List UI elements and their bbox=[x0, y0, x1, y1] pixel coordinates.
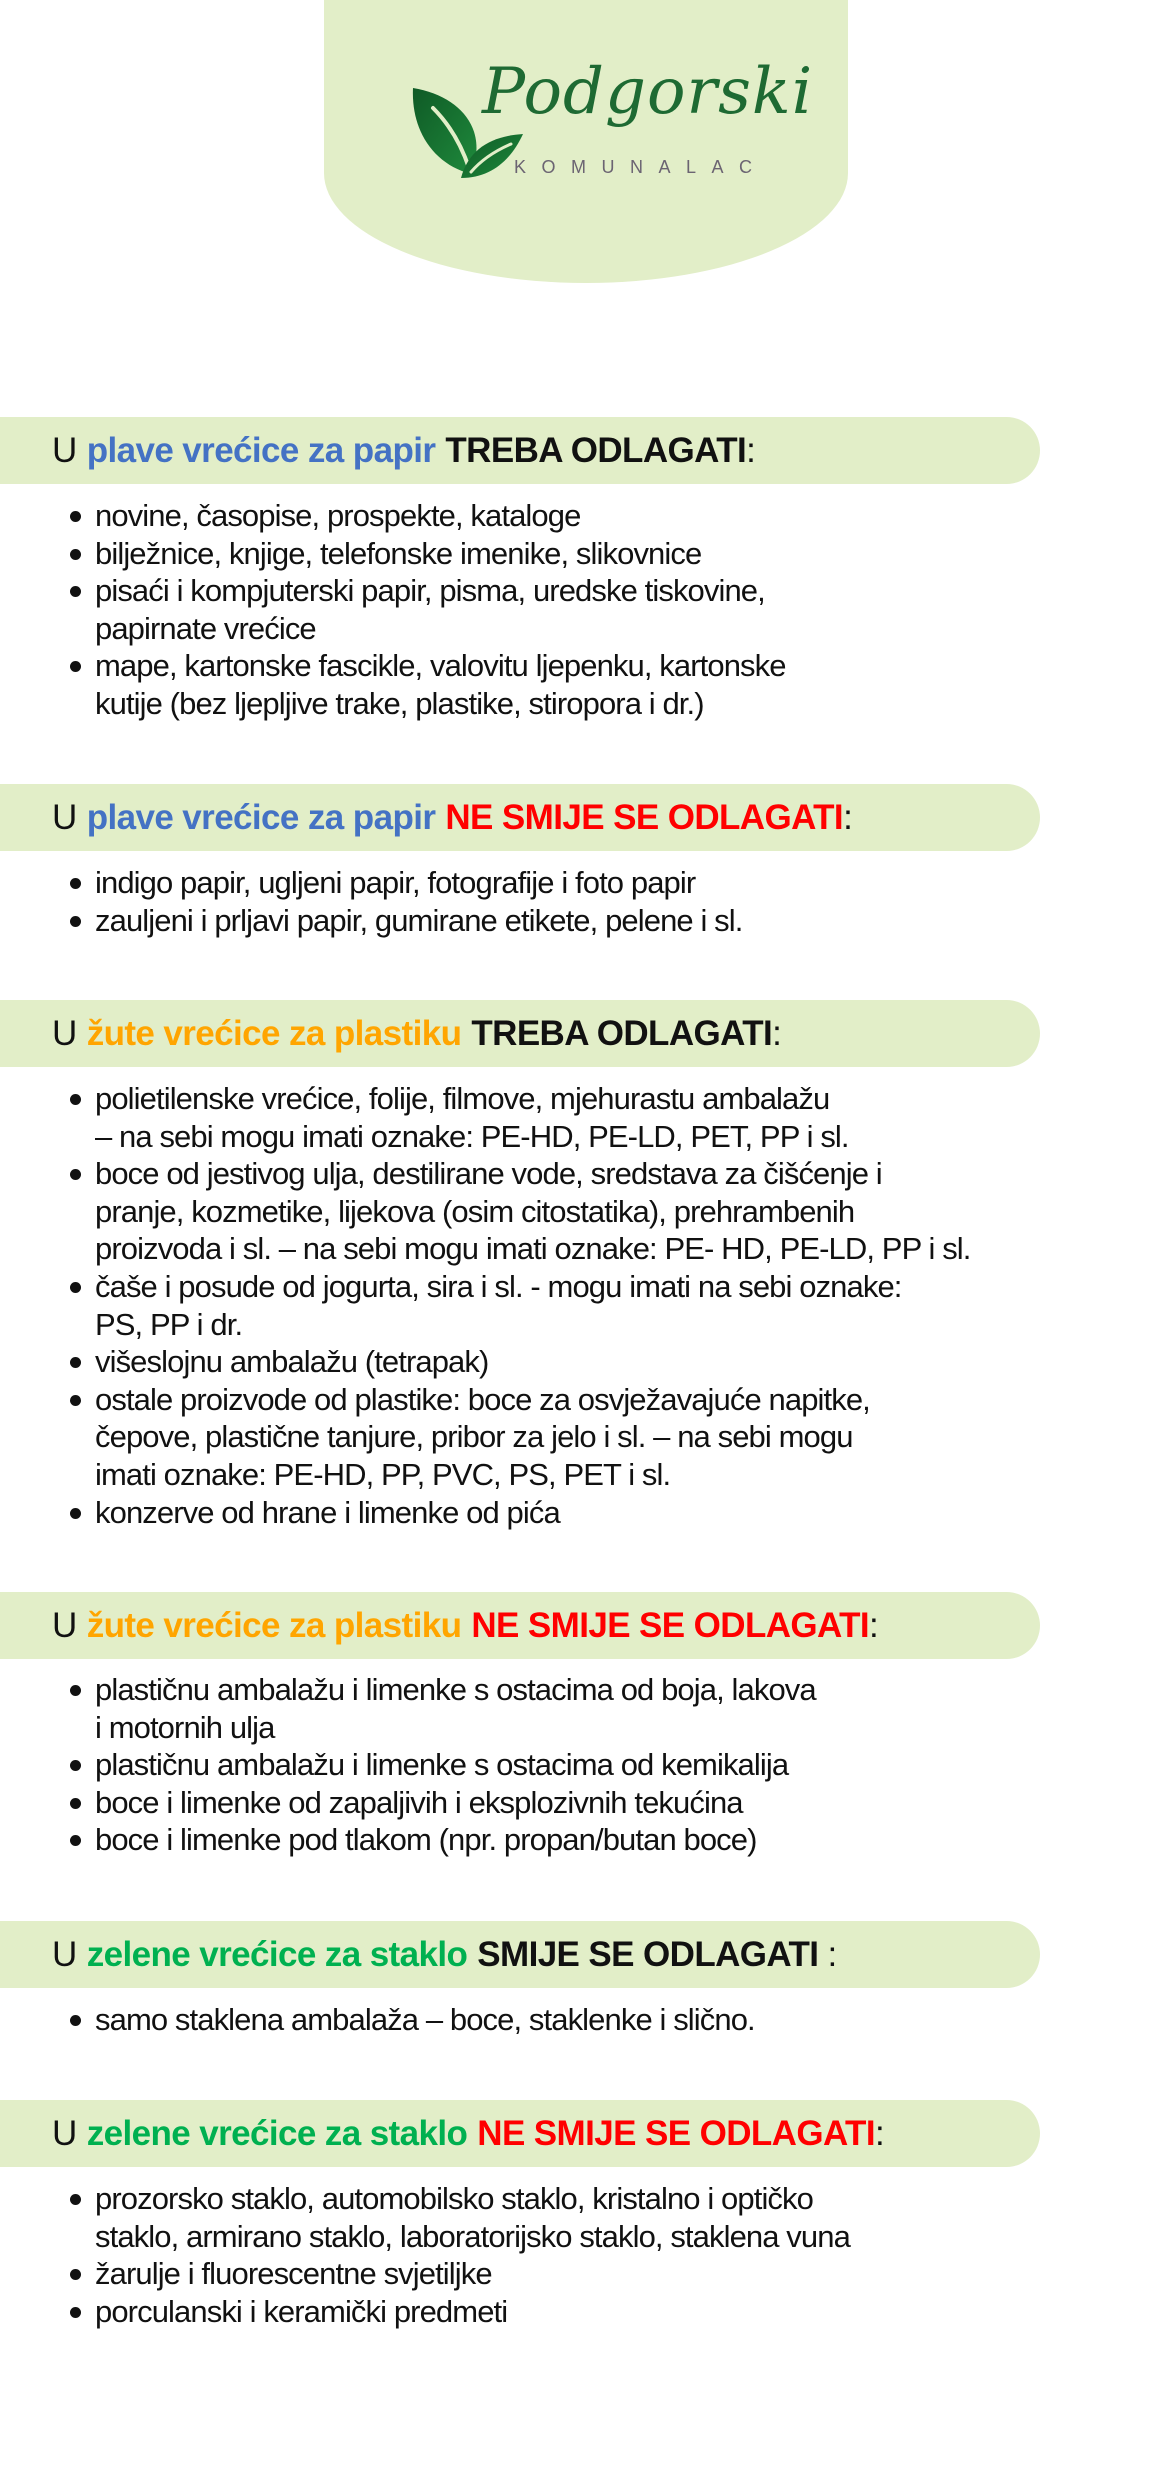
heading-colon: : bbox=[843, 798, 853, 837]
bullet-icon bbox=[70, 916, 81, 927]
section-heading bbox=[0, 1921, 1040, 1988]
bullet-icon bbox=[70, 1169, 81, 1180]
list-item: prozorsko staklo, automobilsko staklo, kristalno i optičko staklo, armirano staklo, laboratorijsko staklo, staklena vuna bbox=[68, 2180, 850, 2255]
bullet-icon bbox=[70, 2194, 81, 2205]
list-item: bilježnice, knjige, telefonske imenike, slikovnice bbox=[68, 535, 786, 573]
section-heading bbox=[0, 1592, 1040, 1659]
bullet-icon bbox=[70, 2015, 81, 2026]
heading-bag-type: zelene vrećice za staklo bbox=[86, 2114, 468, 2153]
bullet-icon bbox=[70, 1357, 81, 1368]
heading-prefix: U bbox=[52, 2114, 77, 2153]
heading-prefix: U bbox=[52, 1935, 77, 1974]
item-list bbox=[68, 497, 786, 723]
heading-prefix: U bbox=[52, 1014, 77, 1053]
heading-rule: SMIJE SE ODLAGATI bbox=[477, 1935, 819, 1974]
heading-bag-type: žute vrećice za plastiku bbox=[86, 1606, 462, 1645]
list-item: čaše i posude od jogurta, sira i sl. - mogu imati na sebi oznake: PS, PP i dr. bbox=[68, 1268, 971, 1343]
bullet-icon bbox=[70, 1835, 81, 1846]
bullet-icon bbox=[70, 549, 81, 560]
logo-header bbox=[324, 0, 848, 283]
heading-bag-type: žute vrećice za plastiku bbox=[86, 1014, 462, 1053]
list-item: boce i limenke od zapaljivih i eksplozivnih tekućina bbox=[68, 1784, 816, 1822]
list-item: boce od jestivog ulja, destilirane vode, sredstava za čišćenje i pranje, kozmetike, lijekova (osim citostatika), prehrambenih proizvoda i sl. – na sebi mogu imati oznake: PE- HD, PE-LD, PP i sl. bbox=[68, 1155, 971, 1268]
bullet-icon bbox=[70, 1508, 81, 1519]
bullet-icon bbox=[70, 878, 81, 889]
bullet-icon bbox=[70, 586, 81, 597]
item-list bbox=[68, 2001, 755, 2039]
heading-rule: TREBA ODLAGATI bbox=[445, 431, 747, 470]
item-list bbox=[68, 2180, 850, 2330]
bullet-icon bbox=[70, 1685, 81, 1696]
heading-colon: : bbox=[746, 431, 756, 470]
item-list bbox=[68, 864, 742, 939]
heading-colon: : bbox=[772, 1014, 782, 1053]
list-item: konzerve od hrane i limenke od pića bbox=[68, 1494, 971, 1532]
section-heading bbox=[0, 784, 1040, 851]
heading-prefix: U bbox=[52, 798, 77, 837]
list-item: polietilenske vrećice, folije, filmove, mjehurastu ambalažu – na sebi mogu imati oznake: PE-HD, PE-LD, PET, PP i sl. bbox=[68, 1080, 971, 1155]
list-item: žarulje i fluorescentne svjetiljke bbox=[68, 2255, 850, 2293]
heading-colon: : bbox=[869, 1606, 879, 1645]
list-item: samo staklena ambalaža – boce, staklenke i slično. bbox=[68, 2001, 755, 2039]
bullet-icon bbox=[70, 511, 81, 522]
bullet-icon bbox=[70, 2307, 81, 2318]
bullet-icon bbox=[70, 1395, 81, 1406]
list-item: mape, kartonske fascikle, valovitu ljepenku, kartonske kutije (bez ljepljive trake, plastike, stiropora i dr.) bbox=[68, 647, 786, 722]
bullet-icon bbox=[70, 1798, 81, 1809]
list-item: ostale proizvode od plastike: boce za osvježavajuće napitke, čepove, plastične tanjure, pribor za jelo i sl. – na sebi mogu imati oznake: PE-HD, PP, PVC, PS, PET i sl. bbox=[68, 1381, 971, 1494]
heading-bag-type: zelene vrećice za staklo bbox=[86, 1935, 468, 1974]
heading-prefix: U bbox=[52, 1606, 77, 1645]
heading-rule: NE SMIJE SE ODLAGATI bbox=[445, 798, 844, 837]
bullet-icon bbox=[70, 661, 81, 672]
section-heading bbox=[0, 417, 1040, 484]
item-list bbox=[68, 1671, 816, 1859]
logo-name: Podgorski bbox=[482, 55, 814, 129]
heading-colon: : bbox=[818, 1935, 837, 1974]
bullet-icon bbox=[70, 2269, 81, 2280]
heading-bag-type: plave vrećice za papir bbox=[86, 798, 436, 837]
section-heading bbox=[0, 2100, 1040, 2167]
list-item: plastičnu ambalažu i limenke s ostacima od kemikalija bbox=[68, 1746, 816, 1784]
heading-bag-type: plave vrećice za papir bbox=[86, 431, 436, 470]
list-item: višeslojnu ambalažu (tetrapak) bbox=[68, 1343, 971, 1381]
section-heading bbox=[0, 1000, 1040, 1067]
list-item: plastičnu ambalažu i limenke s ostacima od boja, lakova i motornih ulja bbox=[68, 1671, 816, 1746]
list-item: novine, časopise, prospekte, kataloge bbox=[68, 497, 786, 535]
list-item: boce i limenke pod tlakom (npr. propan/butan boce) bbox=[68, 1821, 816, 1859]
list-item: zauljeni i prljavi papir, gumirane etikete, pelene i sl. bbox=[68, 902, 742, 940]
heading-rule: TREBA ODLAGATI bbox=[471, 1014, 773, 1053]
item-list bbox=[68, 1080, 971, 1531]
logo-subtitle: KOMUNALAC bbox=[514, 157, 768, 177]
list-item: porculanski i keramički predmeti bbox=[68, 2293, 850, 2331]
bullet-icon bbox=[70, 1282, 81, 1293]
bullet-icon bbox=[70, 1094, 81, 1105]
heading-prefix: U bbox=[52, 431, 77, 470]
list-item: indigo papir, ugljeni papir, fotografije i foto papir bbox=[68, 864, 742, 902]
heading-rule: NE SMIJE SE ODLAGATI bbox=[471, 1606, 870, 1645]
heading-rule: NE SMIJE SE ODLAGATI bbox=[477, 2114, 875, 2153]
list-item: pisaći i kompjuterski papir, pisma, uredske tiskovine, papirnate vrećice bbox=[68, 572, 786, 647]
bullet-icon bbox=[70, 1760, 81, 1771]
heading-colon: : bbox=[874, 2114, 885, 2153]
